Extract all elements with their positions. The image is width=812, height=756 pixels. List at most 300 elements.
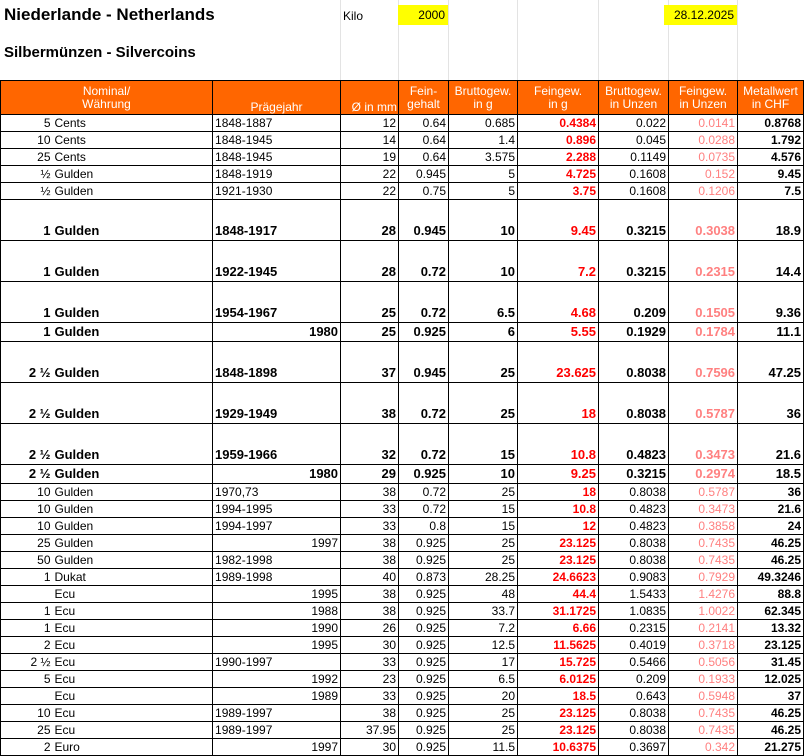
gross-oz-cell[interactable]: 0.3215 — [599, 465, 669, 484]
fine-g-cell[interactable]: 10.8 — [518, 424, 599, 465]
currency-cell[interactable]: Gulden — [53, 383, 213, 424]
gross-g-cell[interactable]: 33.7 — [449, 603, 518, 620]
diameter-cell[interactable]: 25 — [341, 282, 399, 323]
gross-oz-cell[interactable]: 0.209 — [599, 671, 669, 688]
fine-g-cell[interactable]: 12 — [518, 518, 599, 535]
currency-cell[interactable]: Gulden — [53, 323, 213, 342]
gross-g-cell[interactable]: 25 — [449, 722, 518, 739]
value-cell[interactable]: 88.8 — [738, 586, 804, 603]
year-cell[interactable]: 1994-1997 — [213, 518, 341, 535]
fine-oz-cell[interactable]: 0.2974 — [669, 465, 738, 484]
gross-g-cell[interactable]: 10 — [449, 200, 518, 241]
gross-oz-cell[interactable]: 0.4019 — [599, 637, 669, 654]
year-cell[interactable]: 1921-1930 — [213, 183, 341, 200]
gross-g-cell[interactable]: 48 — [449, 586, 518, 603]
nominal-cell[interactable]: 2 — [1, 637, 53, 654]
value-cell[interactable]: 7.5 — [738, 183, 804, 200]
fineness-cell[interactable]: 0.925 — [399, 637, 449, 654]
nominal-cell[interactable]: 50 — [1, 552, 53, 569]
gross-g-cell[interactable]: 10 — [449, 465, 518, 484]
gross-oz-cell[interactable]: 0.8038 — [599, 705, 669, 722]
fineness-cell[interactable]: 0.945 — [399, 200, 449, 241]
fine-oz-cell[interactable]: 0.7435 — [669, 705, 738, 722]
fine-g-cell[interactable]: 11.5625 — [518, 637, 599, 654]
gross-oz-cell[interactable]: 0.9083 — [599, 569, 669, 586]
fineness-cell[interactable]: 0.925 — [399, 603, 449, 620]
header-gross-oz[interactable]: Bruttogew. in Unzen — [599, 81, 669, 115]
currency-cell[interactable]: Gulden — [53, 484, 213, 501]
diameter-cell[interactable]: 30 — [341, 637, 399, 654]
nominal-cell[interactable]: 10 — [1, 484, 53, 501]
gross-oz-cell[interactable]: 0.3697 — [599, 739, 669, 756]
nominal-cell[interactable] — [1, 586, 53, 603]
diameter-cell[interactable]: 30 — [341, 739, 399, 756]
header-gross-g[interactable]: Bruttogew. in g — [449, 81, 518, 115]
gross-g-cell[interactable]: 15 — [449, 424, 518, 465]
gross-g-cell[interactable]: 25 — [449, 484, 518, 501]
year-cell[interactable]: 1848-1945 — [213, 132, 341, 149]
nominal-cell[interactable]: 25 — [1, 722, 53, 739]
gross-oz-cell[interactable]: 0.2315 — [599, 620, 669, 637]
fine-g-cell[interactable]: 4.68 — [518, 282, 599, 323]
gross-g-cell[interactable]: 25 — [449, 342, 518, 383]
currency-cell[interactable]: Ecu — [53, 637, 213, 654]
fineness-cell[interactable]: 0.873 — [399, 569, 449, 586]
fine-oz-cell[interactable]: 0.3718 — [669, 637, 738, 654]
diameter-cell[interactable]: 19 — [341, 149, 399, 166]
gross-oz-cell[interactable]: 0.1608 — [599, 166, 669, 183]
year-cell[interactable]: 1989-1997 — [213, 705, 341, 722]
fine-oz-cell[interactable]: 0.7596 — [669, 342, 738, 383]
diameter-cell[interactable]: 38 — [341, 383, 399, 424]
gross-oz-cell[interactable]: 1.5433 — [599, 586, 669, 603]
gross-g-cell[interactable]: 25 — [449, 535, 518, 552]
diameter-cell[interactable]: 32 — [341, 424, 399, 465]
year-cell[interactable]: 1848-1887 — [213, 115, 341, 132]
year-cell[interactable]: 1990-1997 — [213, 654, 341, 671]
fineness-cell[interactable]: 0.72 — [399, 282, 449, 323]
gross-g-cell[interactable]: 25 — [449, 383, 518, 424]
currency-cell[interactable]: Gulden — [53, 342, 213, 383]
currency-cell[interactable]: Ecu — [53, 620, 213, 637]
gross-oz-cell[interactable]: 0.1929 — [599, 323, 669, 342]
value-cell[interactable]: 14.4 — [738, 241, 804, 282]
fineness-cell[interactable]: 0.925 — [399, 739, 449, 756]
nominal-cell[interactable]: 10 — [1, 132, 53, 149]
fine-oz-cell[interactable]: 0.342 — [669, 739, 738, 756]
fine-g-cell[interactable]: 23.125 — [518, 535, 599, 552]
year-cell[interactable]: 1848-1919 — [213, 166, 341, 183]
currency-cell[interactable]: Ecu — [53, 671, 213, 688]
value-cell[interactable]: 46.25 — [738, 705, 804, 722]
currency-cell[interactable]: Cents — [53, 132, 213, 149]
nominal-cell[interactable]: 2 ½ — [1, 424, 53, 465]
fine-oz-cell[interactable]: 0.1784 — [669, 323, 738, 342]
gross-oz-cell[interactable]: 0.8038 — [599, 552, 669, 569]
currency-cell[interactable]: Gulden — [53, 552, 213, 569]
fineness-cell[interactable]: 0.925 — [399, 722, 449, 739]
fineness-cell[interactable]: 0.925 — [399, 323, 449, 342]
currency-cell[interactable]: Gulden — [53, 241, 213, 282]
header-value[interactable]: Metallwert in CHF — [738, 81, 804, 115]
diameter-cell[interactable]: 33 — [341, 654, 399, 671]
value-cell[interactable]: 24 — [738, 518, 804, 535]
year-cell[interactable]: 1990 — [213, 620, 341, 637]
nominal-cell[interactable]: 2 ½ — [1, 465, 53, 484]
fine-oz-cell[interactable]: 0.5056 — [669, 654, 738, 671]
nominal-cell[interactable]: 10 — [1, 705, 53, 722]
diameter-cell[interactable]: 12 — [341, 115, 399, 132]
value-cell[interactable]: 46.25 — [738, 552, 804, 569]
fineness-cell[interactable]: 0.75 — [399, 183, 449, 200]
gross-g-cell[interactable]: 6.5 — [449, 671, 518, 688]
nominal-cell[interactable]: 2 ½ — [1, 383, 53, 424]
value-cell[interactable]: 46.25 — [738, 535, 804, 552]
value-cell[interactable]: 18.5 — [738, 465, 804, 484]
gross-g-cell[interactable]: 3.575 — [449, 149, 518, 166]
fineness-cell[interactable]: 0.945 — [399, 342, 449, 383]
gross-oz-cell[interactable]: 0.8038 — [599, 484, 669, 501]
currency-cell[interactable]: Ecu — [53, 688, 213, 705]
nominal-cell[interactable]: 5 — [1, 115, 53, 132]
gross-g-cell[interactable]: 17 — [449, 654, 518, 671]
currency-cell[interactable]: Ecu — [53, 722, 213, 739]
fine-g-cell[interactable]: 0.4384 — [518, 115, 599, 132]
fine-oz-cell[interactable]: 0.3858 — [669, 518, 738, 535]
fineness-cell[interactable]: 0.925 — [399, 654, 449, 671]
fineness-cell[interactable]: 0.72 — [399, 501, 449, 518]
fine-g-cell[interactable]: 23.125 — [518, 722, 599, 739]
value-cell[interactable]: 36 — [738, 484, 804, 501]
year-cell[interactable]: 1980 — [213, 465, 341, 484]
fineness-cell[interactable]: 0.72 — [399, 484, 449, 501]
fine-g-cell[interactable]: 44.4 — [518, 586, 599, 603]
fine-oz-cell[interactable]: 0.7929 — [669, 569, 738, 586]
fineness-cell[interactable]: 0.945 — [399, 166, 449, 183]
fine-g-cell[interactable]: 23.625 — [518, 342, 599, 383]
value-cell[interactable]: 46.25 — [738, 722, 804, 739]
nominal-cell[interactable]: 1 — [1, 241, 53, 282]
value-cell[interactable]: 23.125 — [738, 637, 804, 654]
header-diameter[interactable]: Ø in mm — [341, 81, 399, 115]
year-cell[interactable]: 1848-1945 — [213, 149, 341, 166]
fine-oz-cell[interactable]: 0.5948 — [669, 688, 738, 705]
year-cell[interactable]: 1959-1966 — [213, 424, 341, 465]
fine-g-cell[interactable]: 3.75 — [518, 183, 599, 200]
gross-oz-cell[interactable]: 0.8038 — [599, 722, 669, 739]
diameter-cell[interactable]: 23 — [341, 671, 399, 688]
diameter-cell[interactable]: 28 — [341, 241, 399, 282]
diameter-cell[interactable]: 38 — [341, 552, 399, 569]
fine-g-cell[interactable]: 2.288 — [518, 149, 599, 166]
fine-g-cell[interactable]: 4.725 — [518, 166, 599, 183]
date-cell[interactable]: 28.12.2025 — [664, 5, 737, 25]
gross-g-cell[interactable]: 28.25 — [449, 569, 518, 586]
header-year[interactable]: Prägejahr — [213, 81, 341, 115]
nominal-cell[interactable]: 1 — [1, 603, 53, 620]
nominal-cell[interactable]: 1 — [1, 569, 53, 586]
fineness-cell[interactable]: 0.925 — [399, 620, 449, 637]
year-cell[interactable]: 1997 — [213, 739, 341, 756]
diameter-cell[interactable]: 26 — [341, 620, 399, 637]
fine-g-cell[interactable]: 10.8 — [518, 501, 599, 518]
gross-oz-cell[interactable]: 0.3215 — [599, 241, 669, 282]
currency-cell[interactable]: Gulden — [53, 518, 213, 535]
gross-g-cell[interactable]: 12.5 — [449, 637, 518, 654]
value-cell[interactable]: 62.345 — [738, 603, 804, 620]
diameter-cell[interactable]: 33 — [341, 518, 399, 535]
gross-g-cell[interactable]: 25 — [449, 705, 518, 722]
gross-oz-cell[interactable]: 0.8038 — [599, 535, 669, 552]
fine-oz-cell[interactable]: 1.4276 — [669, 586, 738, 603]
value-cell[interactable]: 12.025 — [738, 671, 804, 688]
fine-oz-cell[interactable]: 0.2141 — [669, 620, 738, 637]
diameter-cell[interactable]: 29 — [341, 465, 399, 484]
value-cell[interactable]: 11.1 — [738, 323, 804, 342]
fine-oz-cell[interactable]: 0.5787 — [669, 484, 738, 501]
currency-cell[interactable]: Gulden — [53, 465, 213, 484]
currency-cell[interactable]: Cents — [53, 149, 213, 166]
nominal-cell[interactable]: ½ — [1, 183, 53, 200]
nominal-cell[interactable]: 25 — [1, 535, 53, 552]
fine-g-cell[interactable]: 24.6623 — [518, 569, 599, 586]
nominal-cell[interactable]: 1 — [1, 200, 53, 241]
nominal-cell[interactable]: 2 — [1, 739, 53, 756]
kilo-value-cell[interactable]: 2000 — [398, 5, 448, 25]
gross-oz-cell[interactable]: 0.045 — [599, 132, 669, 149]
fine-oz-cell[interactable]: 0.0141 — [669, 115, 738, 132]
year-cell[interactable]: 1997 — [213, 535, 341, 552]
fine-g-cell[interactable]: 18 — [518, 383, 599, 424]
fine-g-cell[interactable]: 5.55 — [518, 323, 599, 342]
fine-g-cell[interactable]: 23.125 — [518, 552, 599, 569]
currency-cell[interactable]: Dukat — [53, 569, 213, 586]
currency-cell[interactable]: Gulden — [53, 424, 213, 465]
fine-oz-cell[interactable]: 0.1206 — [669, 183, 738, 200]
fineness-cell[interactable]: 0.925 — [399, 535, 449, 552]
gross-oz-cell[interactable]: 1.0835 — [599, 603, 669, 620]
fine-oz-cell[interactable]: 0.7435 — [669, 722, 738, 739]
fine-g-cell[interactable]: 6.0125 — [518, 671, 599, 688]
value-cell[interactable]: 49.3246 — [738, 569, 804, 586]
currency-cell[interactable]: Ecu — [53, 705, 213, 722]
value-cell[interactable]: 9.36 — [738, 282, 804, 323]
value-cell[interactable]: 1.792 — [738, 132, 804, 149]
fine-g-cell[interactable]: 10.6375 — [518, 739, 599, 756]
fine-g-cell[interactable]: 0.896 — [518, 132, 599, 149]
gross-g-cell[interactable]: 6 — [449, 323, 518, 342]
gross-g-cell[interactable]: 6.5 — [449, 282, 518, 323]
currency-cell[interactable]: Cents — [53, 115, 213, 132]
gross-g-cell[interactable]: 5 — [449, 183, 518, 200]
year-cell[interactable]: 1848-1917 — [213, 200, 341, 241]
currency-cell[interactable]: Ecu — [53, 654, 213, 671]
gross-oz-cell[interactable]: 0.4823 — [599, 501, 669, 518]
fineness-cell[interactable]: 0.72 — [399, 383, 449, 424]
header-fineness[interactable]: Fein- gehalt — [399, 81, 449, 115]
header-fine-g[interactable]: Feingew. in g — [518, 81, 599, 115]
fineness-cell[interactable]: 0.64 — [399, 115, 449, 132]
value-cell[interactable]: 21.6 — [738, 501, 804, 518]
nominal-cell[interactable]: ½ — [1, 166, 53, 183]
diameter-cell[interactable]: 37.95 — [341, 722, 399, 739]
fineness-cell[interactable]: 0.925 — [399, 586, 449, 603]
gross-oz-cell[interactable]: 0.643 — [599, 688, 669, 705]
gross-oz-cell[interactable]: 0.8038 — [599, 383, 669, 424]
fine-oz-cell[interactable]: 0.3038 — [669, 200, 738, 241]
nominal-cell[interactable]: 10 — [1, 501, 53, 518]
gross-g-cell[interactable]: 15 — [449, 518, 518, 535]
fineness-cell[interactable]: 0.72 — [399, 241, 449, 282]
value-cell[interactable]: 37 — [738, 688, 804, 705]
gross-g-cell[interactable]: 0.685 — [449, 115, 518, 132]
year-cell[interactable]: 1954-1967 — [213, 282, 341, 323]
fineness-cell[interactable]: 0.72 — [399, 424, 449, 465]
fine-g-cell[interactable]: 18 — [518, 484, 599, 501]
year-cell[interactable]: 1989-1998 — [213, 569, 341, 586]
diameter-cell[interactable]: 22 — [341, 183, 399, 200]
nominal-cell[interactable]: 2 ½ — [1, 654, 53, 671]
currency-cell[interactable]: Gulden — [53, 535, 213, 552]
diameter-cell[interactable]: 38 — [341, 586, 399, 603]
fineness-cell[interactable]: 0.8 — [399, 518, 449, 535]
year-cell[interactable]: 1992 — [213, 671, 341, 688]
currency-cell[interactable]: Gulden — [53, 200, 213, 241]
fine-oz-cell[interactable]: 0.1505 — [669, 282, 738, 323]
diameter-cell[interactable]: 33 — [341, 688, 399, 705]
gross-oz-cell[interactable]: 0.022 — [599, 115, 669, 132]
diameter-cell[interactable]: 38 — [341, 535, 399, 552]
diameter-cell[interactable]: 40 — [341, 569, 399, 586]
year-cell[interactable]: 1980 — [213, 323, 341, 342]
gross-g-cell[interactable]: 1.4 — [449, 132, 518, 149]
fineness-cell[interactable]: 0.64 — [399, 132, 449, 149]
fine-oz-cell[interactable]: 0.0288 — [669, 132, 738, 149]
year-cell[interactable]: 1848-1898 — [213, 342, 341, 383]
diameter-cell[interactable]: 14 — [341, 132, 399, 149]
value-cell[interactable]: 21.6 — [738, 424, 804, 465]
currency-cell[interactable]: Ecu — [53, 603, 213, 620]
currency-cell[interactable]: Gulden — [53, 501, 213, 518]
gross-oz-cell[interactable]: 0.1149 — [599, 149, 669, 166]
value-cell[interactable]: 0.8768 — [738, 115, 804, 132]
fine-oz-cell[interactable]: 0.7435 — [669, 552, 738, 569]
fine-g-cell[interactable]: 31.1725 — [518, 603, 599, 620]
gross-g-cell[interactable]: 15 — [449, 501, 518, 518]
value-cell[interactable]: 13.32 — [738, 620, 804, 637]
year-cell[interactable]: 1970,73 — [213, 484, 341, 501]
gross-g-cell[interactable]: 11.5 — [449, 739, 518, 756]
gross-oz-cell[interactable]: 0.4823 — [599, 518, 669, 535]
diameter-cell[interactable]: 22 — [341, 166, 399, 183]
gross-oz-cell[interactable]: 0.3215 — [599, 200, 669, 241]
year-cell[interactable]: 1922-1945 — [213, 241, 341, 282]
fine-oz-cell[interactable]: 0.1933 — [669, 671, 738, 688]
currency-cell[interactable]: Ecu — [53, 586, 213, 603]
fine-g-cell[interactable]: 18.5 — [518, 688, 599, 705]
diameter-cell[interactable]: 25 — [341, 323, 399, 342]
gross-oz-cell[interactable]: 0.1608 — [599, 183, 669, 200]
diameter-cell[interactable]: 38 — [341, 603, 399, 620]
header-nominal[interactable]: Nominal/ Währung — [1, 81, 213, 115]
gross-g-cell[interactable]: 25 — [449, 552, 518, 569]
diameter-cell[interactable]: 38 — [341, 705, 399, 722]
fine-oz-cell[interactable]: 0.0735 — [669, 149, 738, 166]
diameter-cell[interactable]: 37 — [341, 342, 399, 383]
fine-oz-cell[interactable]: 0.7435 — [669, 535, 738, 552]
year-cell[interactable]: 1982-1998 — [213, 552, 341, 569]
value-cell[interactable]: 21.275 — [738, 739, 804, 756]
fine-oz-cell[interactable]: 1.0022 — [669, 603, 738, 620]
year-cell[interactable]: 1995 — [213, 586, 341, 603]
gross-g-cell[interactable]: 7.2 — [449, 620, 518, 637]
year-cell[interactable]: 1929-1949 — [213, 383, 341, 424]
fine-g-cell[interactable]: 9.45 — [518, 200, 599, 241]
fine-g-cell[interactable]: 23.125 — [518, 705, 599, 722]
fine-oz-cell[interactable]: 0.3473 — [669, 424, 738, 465]
year-cell[interactable]: 1995 — [213, 637, 341, 654]
year-cell[interactable]: 1994-1995 — [213, 501, 341, 518]
fine-g-cell[interactable]: 15.725 — [518, 654, 599, 671]
currency-cell[interactable]: Gulden — [53, 166, 213, 183]
fineness-cell[interactable]: 0.925 — [399, 671, 449, 688]
year-cell[interactable]: 1989-1997 — [213, 722, 341, 739]
diameter-cell[interactable]: 33 — [341, 501, 399, 518]
fine-oz-cell[interactable]: 0.152 — [669, 166, 738, 183]
gross-g-cell[interactable]: 5 — [449, 166, 518, 183]
value-cell[interactable]: 9.45 — [738, 166, 804, 183]
value-cell[interactable]: 4.576 — [738, 149, 804, 166]
header-fine-oz[interactable]: Feingew. in Unzen — [669, 81, 738, 115]
year-cell[interactable]: 1988 — [213, 603, 341, 620]
value-cell[interactable]: 36 — [738, 383, 804, 424]
gross-oz-cell[interactable]: 0.209 — [599, 282, 669, 323]
fineness-cell[interactable]: 0.925 — [399, 688, 449, 705]
diameter-cell[interactable]: 38 — [341, 484, 399, 501]
fine-oz-cell[interactable]: 0.2315 — [669, 241, 738, 282]
gross-oz-cell[interactable]: 0.8038 — [599, 342, 669, 383]
currency-cell[interactable]: Gulden — [53, 183, 213, 200]
gross-oz-cell[interactable]: 0.5466 — [599, 654, 669, 671]
fineness-cell[interactable]: 0.925 — [399, 705, 449, 722]
nominal-cell[interactable]: 10 — [1, 518, 53, 535]
nominal-cell[interactable]: 2 ½ — [1, 342, 53, 383]
nominal-cell[interactable]: 1 — [1, 282, 53, 323]
gross-g-cell[interactable]: 10 — [449, 241, 518, 282]
gross-g-cell[interactable]: 20 — [449, 688, 518, 705]
value-cell[interactable]: 31.45 — [738, 654, 804, 671]
fine-g-cell[interactable]: 6.66 — [518, 620, 599, 637]
nominal-cell[interactable] — [1, 688, 53, 705]
currency-cell[interactable]: Euro — [53, 739, 213, 756]
nominal-cell[interactable]: 25 — [1, 149, 53, 166]
gross-oz-cell[interactable]: 0.4823 — [599, 424, 669, 465]
value-cell[interactable]: 47.25 — [738, 342, 804, 383]
currency-cell[interactable]: Gulden — [53, 282, 213, 323]
diameter-cell[interactable]: 28 — [341, 200, 399, 241]
fineness-cell[interactable]: 0.925 — [399, 552, 449, 569]
fine-oz-cell[interactable]: 0.5787 — [669, 383, 738, 424]
fineness-cell[interactable]: 0.925 — [399, 465, 449, 484]
fine-g-cell[interactable]: 7.2 — [518, 241, 599, 282]
fine-oz-cell[interactable]: 0.3473 — [669, 501, 738, 518]
year-cell[interactable]: 1989 — [213, 688, 341, 705]
nominal-cell[interactable]: 1 — [1, 620, 53, 637]
fine-g-cell[interactable]: 9.25 — [518, 465, 599, 484]
nominal-cell[interactable]: 1 — [1, 323, 53, 342]
nominal-cell[interactable]: 5 — [1, 671, 53, 688]
fineness-cell[interactable]: 0.64 — [399, 149, 449, 166]
